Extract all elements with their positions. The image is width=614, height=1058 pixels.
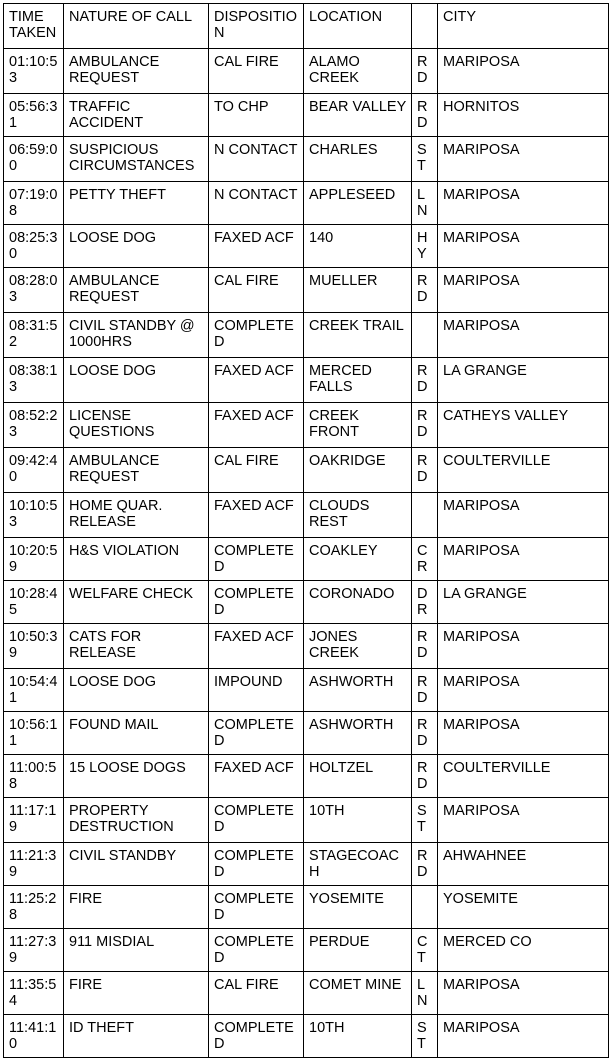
- nature-cell: CIVIL STANDBY @ 1000HRS: [64, 313, 209, 358]
- nature-cell: H&S VIOLATION: [64, 538, 209, 581]
- table-row: [4, 581, 609, 624]
- header-time-taken: TIME TAKEN: [4, 4, 64, 49]
- location-cell: MERCED FALLS: [304, 358, 412, 403]
- nature-cell: CATS FOR RELEASE: [64, 624, 209, 669]
- time-cell: 11:00:58: [4, 755, 64, 798]
- time-cell: 10:28:45: [4, 581, 64, 624]
- table-row: [4, 798, 609, 843]
- disposition-cell: N CONTACT: [209, 182, 304, 225]
- street-suffix-cell: CR: [412, 538, 438, 581]
- nature-cell: WELFARE CHECK: [64, 581, 209, 624]
- disposition-cell: COMPLETED: [209, 313, 304, 358]
- location-cell: ASHWORTH: [304, 669, 412, 712]
- table-row: [4, 268, 609, 313]
- table-row: [4, 929, 609, 972]
- city-cell: LA GRANGE: [438, 358, 609, 403]
- street-suffix-cell: [412, 493, 438, 538]
- disposition-cell: COMPLETED: [209, 843, 304, 886]
- time-cell: 10:50:39: [4, 624, 64, 669]
- location-cell: APPLESEED: [304, 182, 412, 225]
- table-row: [4, 493, 609, 538]
- disposition-cell: FAXED ACF: [209, 755, 304, 798]
- location-cell: CHARLES: [304, 137, 412, 182]
- nature-cell: SUSPICIOUS CIRCUMSTANCES: [64, 137, 209, 182]
- time-cell: 10:20:59: [4, 538, 64, 581]
- disposition-cell: COMPLETED: [209, 929, 304, 972]
- street-suffix-cell: LN: [412, 972, 438, 1015]
- city-cell: MARIPOSA: [438, 798, 609, 843]
- street-suffix-cell: HY: [412, 225, 438, 268]
- disposition-cell: N CONTACT: [209, 137, 304, 182]
- city-cell: AHWAHNEE: [438, 843, 609, 886]
- disposition-cell: IMPOUND: [209, 669, 304, 712]
- nature-cell: CIVIL STANDBY: [64, 843, 209, 886]
- table-row: [4, 448, 609, 493]
- nature-cell: PETTY THEFT: [64, 182, 209, 225]
- header-city: CITY: [438, 4, 609, 49]
- table-row: [4, 843, 609, 886]
- street-suffix-cell: RD: [412, 712, 438, 755]
- street-suffix-cell: RD: [412, 358, 438, 403]
- time-cell: 08:28:03: [4, 268, 64, 313]
- disposition-cell: TO CHP: [209, 94, 304, 137]
- disposition-cell: FAXED ACF: [209, 493, 304, 538]
- location-cell: COMET MINE: [304, 972, 412, 1015]
- street-suffix-cell: DR: [412, 581, 438, 624]
- table-row: [4, 624, 609, 669]
- city-cell: MARIPOSA: [438, 49, 609, 94]
- time-cell: 06:59:00: [4, 137, 64, 182]
- nature-cell: LICENSE QUESTIONS: [64, 403, 209, 448]
- nature-cell: 911 MISDIAL: [64, 929, 209, 972]
- city-cell: MARIPOSA: [438, 182, 609, 225]
- city-cell: MARIPOSA: [438, 972, 609, 1015]
- nature-cell: LOOSE DOG: [64, 358, 209, 403]
- nature-cell: FIRE: [64, 886, 209, 929]
- disposition-cell: COMPLETED: [209, 538, 304, 581]
- time-cell: 11:17:19: [4, 798, 64, 843]
- city-cell: MARIPOSA: [438, 493, 609, 538]
- nature-cell: FOUND MAIL: [64, 712, 209, 755]
- disposition-cell: FAXED ACF: [209, 225, 304, 268]
- street-suffix-cell: RD: [412, 669, 438, 712]
- street-suffix-cell: [412, 886, 438, 929]
- time-cell: 07:19:08: [4, 182, 64, 225]
- header-nature-of-call: NATURE OF CALL: [64, 4, 209, 49]
- time-cell: 08:31:52: [4, 313, 64, 358]
- disposition-cell: CAL FIRE: [209, 972, 304, 1015]
- location-cell: CREEK FRONT: [304, 403, 412, 448]
- time-cell: 10:54:41: [4, 669, 64, 712]
- nature-cell: LOOSE DOG: [64, 669, 209, 712]
- table-row: [4, 403, 609, 448]
- street-suffix-cell: [412, 313, 438, 358]
- street-suffix-cell: RD: [412, 755, 438, 798]
- city-cell: MERCED CO: [438, 929, 609, 972]
- table-row: [4, 225, 609, 268]
- city-cell: MARIPOSA: [438, 313, 609, 358]
- city-cell: MARIPOSA: [438, 137, 609, 182]
- table-row: [4, 182, 609, 225]
- street-suffix-cell: RD: [412, 843, 438, 886]
- street-suffix-cell: ST: [412, 1015, 438, 1058]
- nature-cell: HOME QUAR. RELEASE: [64, 493, 209, 538]
- disposition-cell: FAXED ACF: [209, 403, 304, 448]
- street-suffix-cell: ST: [412, 798, 438, 843]
- time-cell: 05:56:31: [4, 94, 64, 137]
- street-suffix-cell: RD: [412, 448, 438, 493]
- nature-cell: AMBULANCE REQUEST: [64, 49, 209, 94]
- disposition-cell: FAXED ACF: [209, 624, 304, 669]
- location-cell: 140: [304, 225, 412, 268]
- disposition-cell: CAL FIRE: [209, 49, 304, 94]
- table-row: [4, 755, 609, 798]
- disposition-cell: COMPLETED: [209, 886, 304, 929]
- location-cell: BEAR VALLEY: [304, 94, 412, 137]
- street-suffix-cell: RD: [412, 49, 438, 94]
- disposition-cell: CAL FIRE: [209, 448, 304, 493]
- table-row: [4, 712, 609, 755]
- disposition-cell: CAL FIRE: [209, 268, 304, 313]
- table-row: [4, 972, 609, 1015]
- time-cell: 01:10:53: [4, 49, 64, 94]
- disposition-cell: COMPLETED: [209, 1015, 304, 1058]
- time-cell: 11:35:54: [4, 972, 64, 1015]
- header-location: LOCATION: [304, 4, 412, 49]
- city-cell: MARIPOSA: [438, 712, 609, 755]
- nature-cell: 15 LOOSE DOGS: [64, 755, 209, 798]
- location-cell: JONES CREEK: [304, 624, 412, 669]
- city-cell: MARIPOSA: [438, 1015, 609, 1058]
- time-cell: 09:42:40: [4, 448, 64, 493]
- disposition-cell: FAXED ACF: [209, 358, 304, 403]
- street-suffix-cell: RD: [412, 403, 438, 448]
- city-cell: MARIPOSA: [438, 268, 609, 313]
- time-cell: 10:56:11: [4, 712, 64, 755]
- disposition-cell: COMPLETED: [209, 581, 304, 624]
- city-cell: MARIPOSA: [438, 225, 609, 268]
- street-suffix-cell: CT: [412, 929, 438, 972]
- location-cell: CORONADO: [304, 581, 412, 624]
- location-cell: CREEK TRAIL: [304, 313, 412, 358]
- city-cell: COULTERVILLE: [438, 448, 609, 493]
- time-cell: 11:41:10: [4, 1015, 64, 1058]
- call-log-table: [3, 3, 609, 1058]
- table-row: [4, 313, 609, 358]
- location-cell: 10TH: [304, 798, 412, 843]
- city-cell: YOSEMITE: [438, 886, 609, 929]
- disposition-cell: COMPLETED: [209, 712, 304, 755]
- location-cell: ASHWORTH: [304, 712, 412, 755]
- nature-cell: AMBULANCE REQUEST: [64, 268, 209, 313]
- city-cell: MARIPOSA: [438, 624, 609, 669]
- time-cell: 08:52:23: [4, 403, 64, 448]
- street-suffix-cell: RD: [412, 94, 438, 137]
- location-cell: ALAMO CREEK: [304, 49, 412, 94]
- table-row: [4, 49, 609, 94]
- nature-cell: FIRE: [64, 972, 209, 1015]
- location-cell: CLOUDS REST: [304, 493, 412, 538]
- location-cell: YOSEMITE: [304, 886, 412, 929]
- time-cell: 11:21:39: [4, 843, 64, 886]
- city-cell: MARIPOSA: [438, 538, 609, 581]
- street-suffix-cell: LN: [412, 182, 438, 225]
- location-cell: MUELLER: [304, 268, 412, 313]
- city-cell: LA GRANGE: [438, 581, 609, 624]
- street-suffix-cell: RD: [412, 268, 438, 313]
- nature-cell: LOOSE DOG: [64, 225, 209, 268]
- table-row: [4, 1015, 609, 1058]
- time-cell: 08:25:30: [4, 225, 64, 268]
- table-row: [4, 358, 609, 403]
- table-row: [4, 886, 609, 929]
- city-cell: HORNITOS: [438, 94, 609, 137]
- location-cell: COAKLEY: [304, 538, 412, 581]
- time-cell: 10:10:53: [4, 493, 64, 538]
- street-suffix-cell: ST: [412, 137, 438, 182]
- disposition-cell: COMPLETED: [209, 798, 304, 843]
- nature-cell: ID THEFT: [64, 1015, 209, 1058]
- location-cell: HOLTZEL: [304, 755, 412, 798]
- table-row: [4, 669, 609, 712]
- time-cell: 11:27:39: [4, 929, 64, 972]
- table-row: [4, 137, 609, 182]
- location-cell: STAGECOACH: [304, 843, 412, 886]
- location-cell: PERDUE: [304, 929, 412, 972]
- header-row: [4, 4, 609, 49]
- header-disposition: DISPOSITION: [209, 4, 304, 49]
- nature-cell: TRAFFIC ACCIDENT: [64, 94, 209, 137]
- street-suffix-cell: RD: [412, 624, 438, 669]
- city-cell: CATHEYS VALLEY: [438, 403, 609, 448]
- city-cell: MARIPOSA: [438, 669, 609, 712]
- location-cell: OAKRIDGE: [304, 448, 412, 493]
- location-cell: 10TH: [304, 1015, 412, 1058]
- nature-cell: AMBULANCE REQUEST: [64, 448, 209, 493]
- header-street-suffix: [412, 4, 438, 49]
- table-row: [4, 538, 609, 581]
- time-cell: 08:38:13: [4, 358, 64, 403]
- nature-cell: PROPERTY DESTRUCTION: [64, 798, 209, 843]
- city-cell: COULTERVILLE: [438, 755, 609, 798]
- table-row: [4, 94, 609, 137]
- time-cell: 11:25:28: [4, 886, 64, 929]
